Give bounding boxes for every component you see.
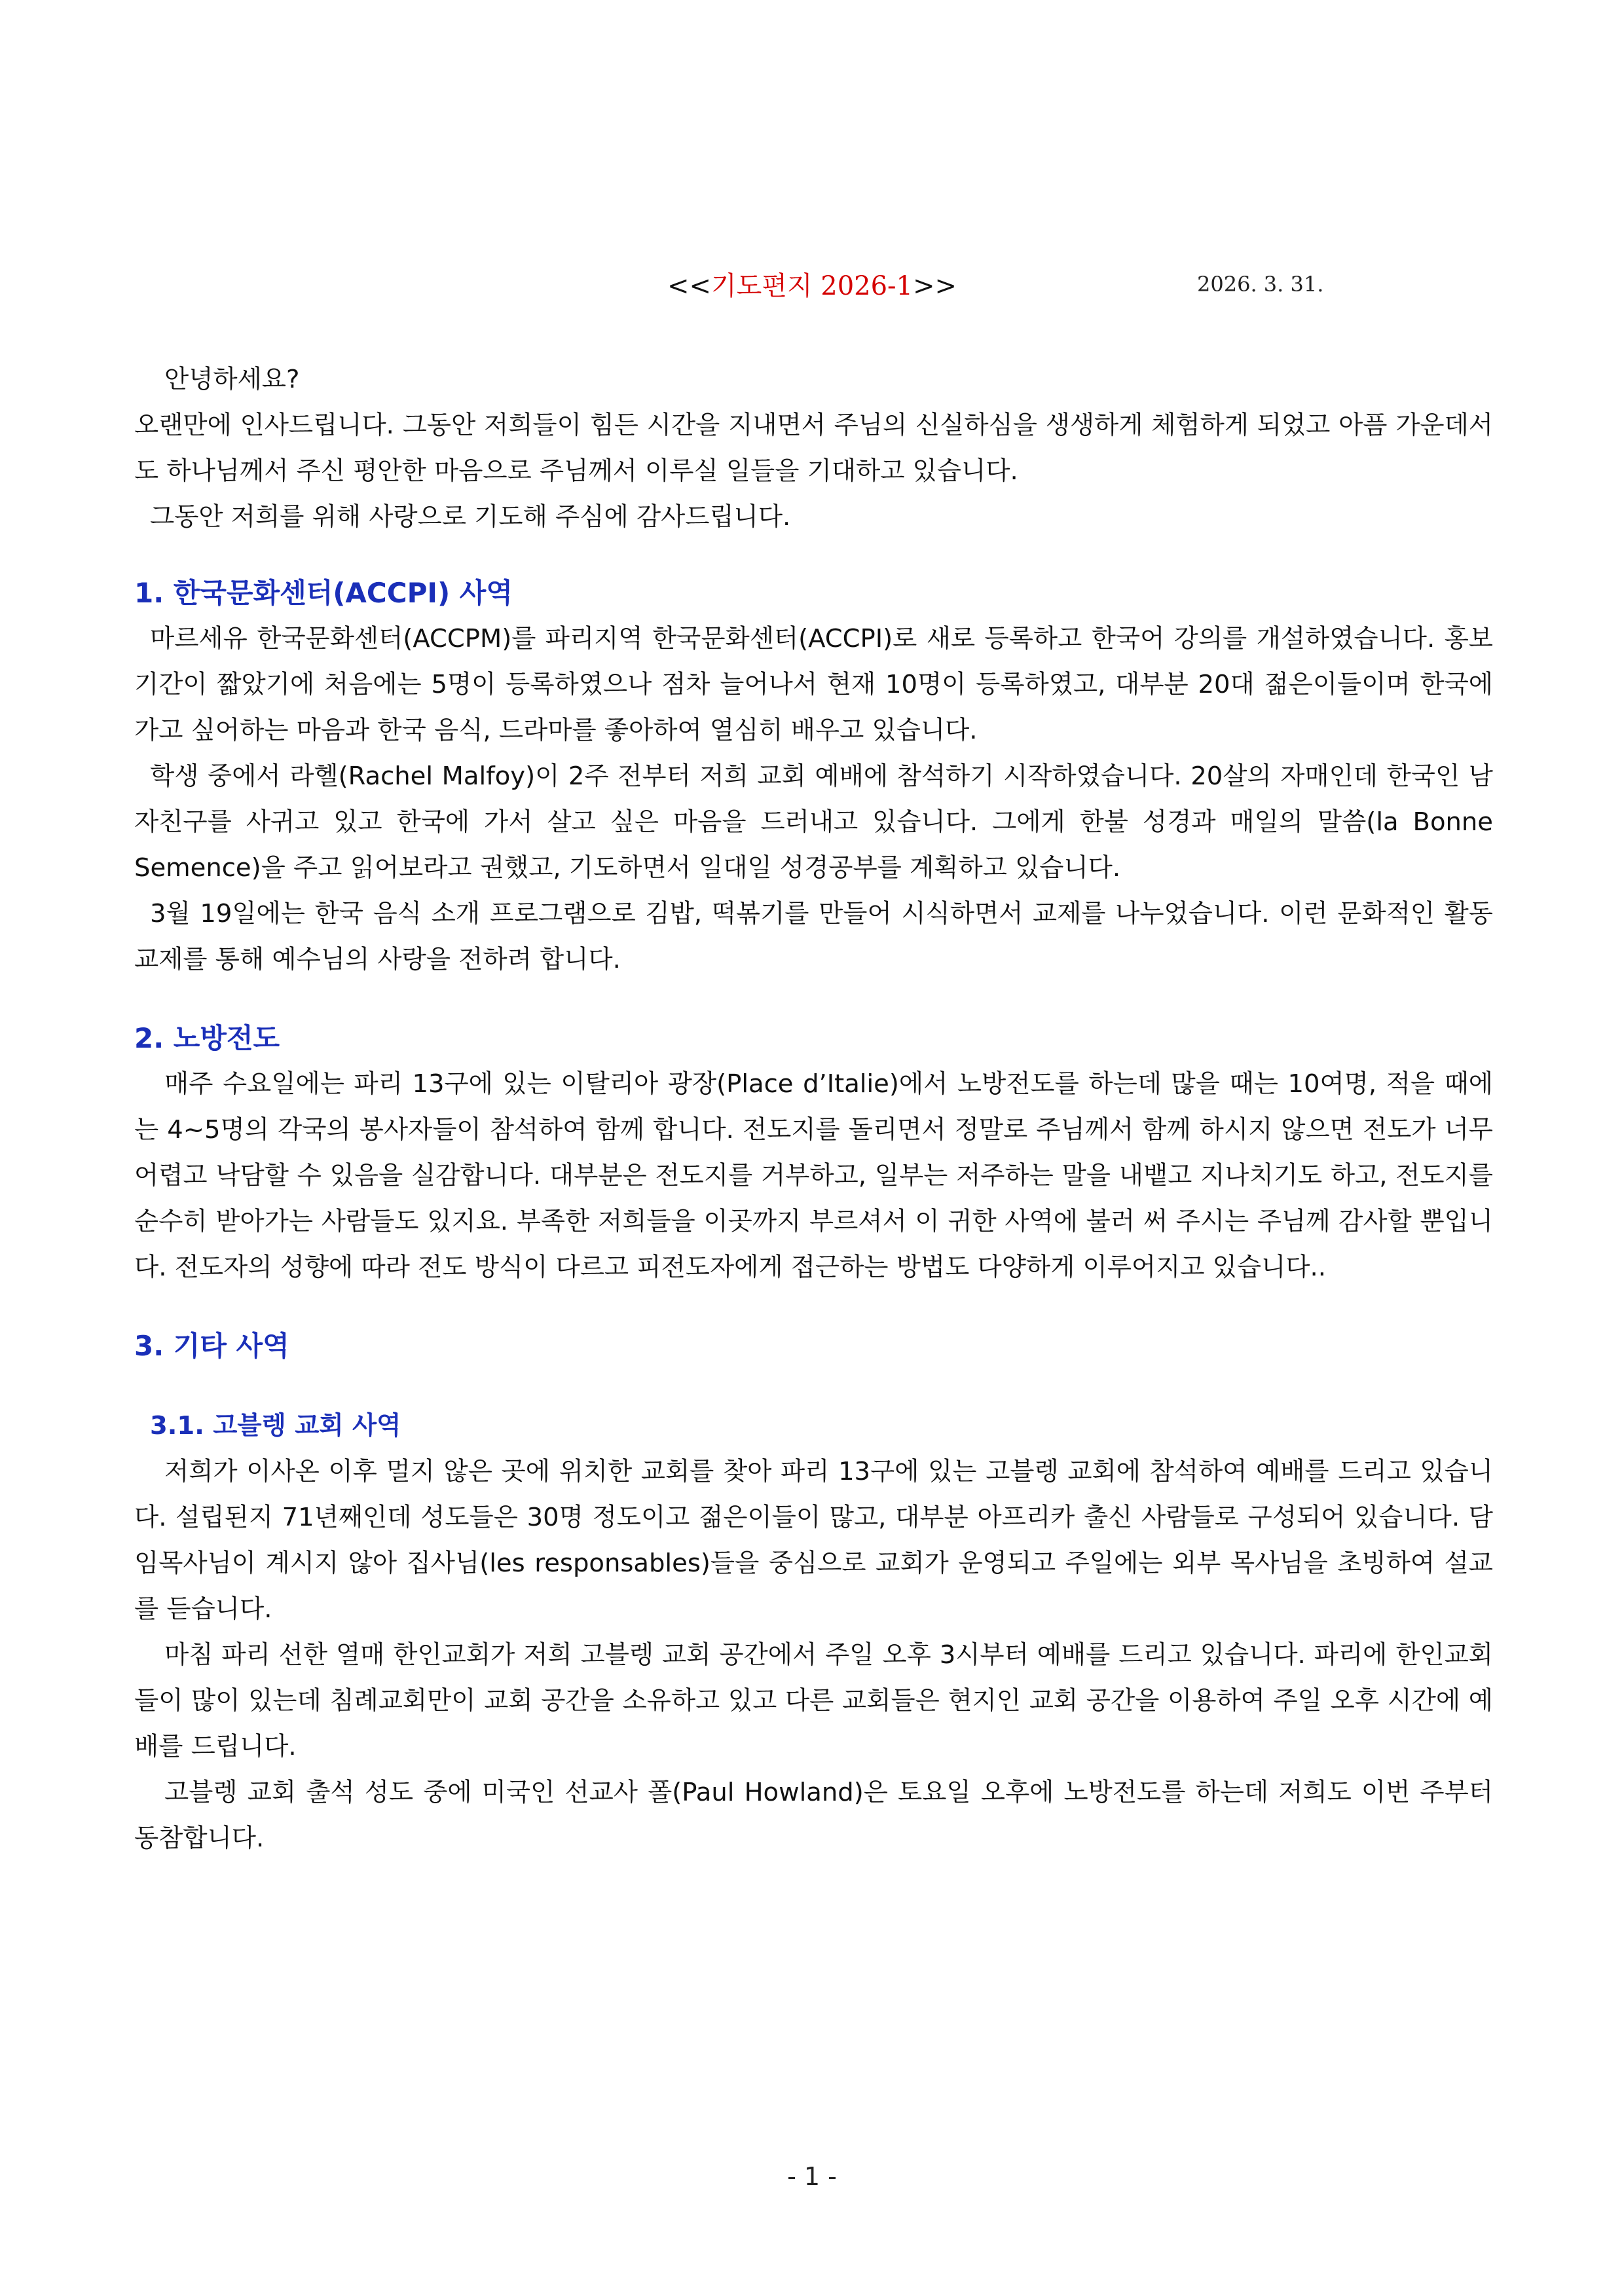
- intro-paragraph-2: 그동안 저희를 위해 사랑으로 기도해 주심에 감사드립니다.: [150, 502, 791, 532]
- title-suffix: >>: [913, 271, 957, 301]
- letter-header: [0, 265, 1624, 311]
- letter-title: [0, 265, 1624, 303]
- page-number: - 1 -: [787, 2162, 837, 2191]
- letter-body: [134, 357, 1493, 1862]
- section-2-paragraph-1: 매주 수요일에는 파리 13구에 있는 이탈리아 광장(Place d’Italie)에서 노방전도를 하는데 많을 때는 10여명, 적을 때에는 4~5명의 각국의 봉사자들이 참석하여 함께 합니다. 전도지를 돌리면서 정말로 주님께서 함께 하시지 않으면 전도가 너무 어렵고 낙담할 수 있음을 실감합니다. 대부분은 전도지를 거부하고, 일부는 저주하는 말을 내뱉고 지나치기도 하고, 전도지를 순수히 받아가는 사람들도 있지요. 부족한 저희들을 이곳까지 부르셔서 이 귀한 사역에 불러 써 주시는 주님께 감사할 뿐입니다. 전도자의 성향에 따라 전도 방식이 다르고 피전도자에게 접근하는 방법도 다양하게 이루어지고 있습니다..: [134, 1069, 1493, 1282]
- section-1-paragraph-2: 학생 중에서 라헬(Rachel Malfoy)이 2주 전부터 저희 교회 예배에 참석하기 시작하였습니다. 20살의 자매인데 한국인 남자친구를 사귀고 있고 한국에 가서 살고 싶은 마음을 드러내고 있습니다. 그에게 한불 성경과 매일의 말씀(la Bonne Semence)을 주고 읽어보라고 권했고, 기도하면서 일대일 성경공부를 계획하고 있습니다.: [134, 762, 1493, 883]
- section-2-heading: 2. 노방전도: [134, 1022, 280, 1054]
- intro-greeting: 안녕하세요?: [164, 365, 300, 394]
- subsection-3-1-paragraph-1: 저희가 이사온 이후 멀지 않은 곳에 위치한 교회를 찾아 파리 13구에 있는 고블렝 교회에 참석하여 예배를 드리고 있습니다. 설립된지 71년째인데 성도들은 30명 정도이고 젊은이들이 많고, 대부분 아프리카 출신 사람들로 구성되어 있습니다. 담임목사님이 계시지 않아 집사님(les responsables)들을 중심으로 교회가 운영되고 주일에는 외부 목사님을 초빙하여 설교를 듣습니다.: [134, 1457, 1493, 1624]
- section-1-paragraph-1: 마르세유 한국문화센터(ACCPM)를 파리지역 한국문화센터(ACCPI)로 새로 등록하고 한국어 강의를 개설하였습니다. 홍보 기간이 짧았기에 처음에는 5명이 등록하였으나 점차 늘어나서 현재 10명이 등록하였고, 대부분 20대 젊은이들이며 한국에 가고 싶어하는 마음과 한국 음식, 드라마를 좋아하여 열심히 배우고 있습니다.: [134, 624, 1493, 745]
- subsection-3-1-heading: 3.1. 고블렝 교회 사역: [150, 1411, 401, 1441]
- subsection-3-1-paragraph-2: 마침 파리 선한 열매 한인교회가 저희 고블렝 교회 공간에서 주일 오후 3시부터 예배를 드리고 있습니다. 파리에 한인교회들이 많이 있는데 침례교회만이 교회 공간을 소유하고 있고 다른 교회들은 현지인 교회 공간을 이용하여 주일 오후 시간에 예배를 드립니다.: [134, 1640, 1493, 1761]
- intro-paragraph-1: 오랜만에 인사드립니다. 그동안 저희들이 힘든 시간을 지내면서 주님의 신실하심을 생생하게 체험하게 되었고 아픔 가운데서도 하나님께서 주신 평안한 마음으로 주님께서 이루실 일들을 기대하고 있습니다.: [134, 411, 1493, 486]
- title-main: 기도편지 2026-1: [710, 271, 913, 301]
- section-3-heading: 3. 기타 사역: [134, 1330, 289, 1362]
- section-1-paragraph-3: 3월 19일에는 한국 음식 소개 프로그램으로 김밥, 떡볶기를 만들어 시식하면서 교제를 나누었습니다. 이런 문화적인 활동 교제를 통해 예수님의 사랑을 전하려 합니다.: [134, 899, 1493, 974]
- subsection-3-1-paragraph-3: 고블렝 교회 출석 성도 중에 미국인 선교사 폴(Paul Howland)은 토요일 오후에 노방전도를 하는데 저희도 이번 주부터 동참합니다.: [134, 1778, 1493, 1853]
- letter-date: 2026. 3. 31.: [1197, 272, 1324, 297]
- title-prefix: <<: [667, 271, 711, 301]
- section-1-heading: 1. 한국문화센터(ACCPI) 사역: [134, 577, 513, 609]
